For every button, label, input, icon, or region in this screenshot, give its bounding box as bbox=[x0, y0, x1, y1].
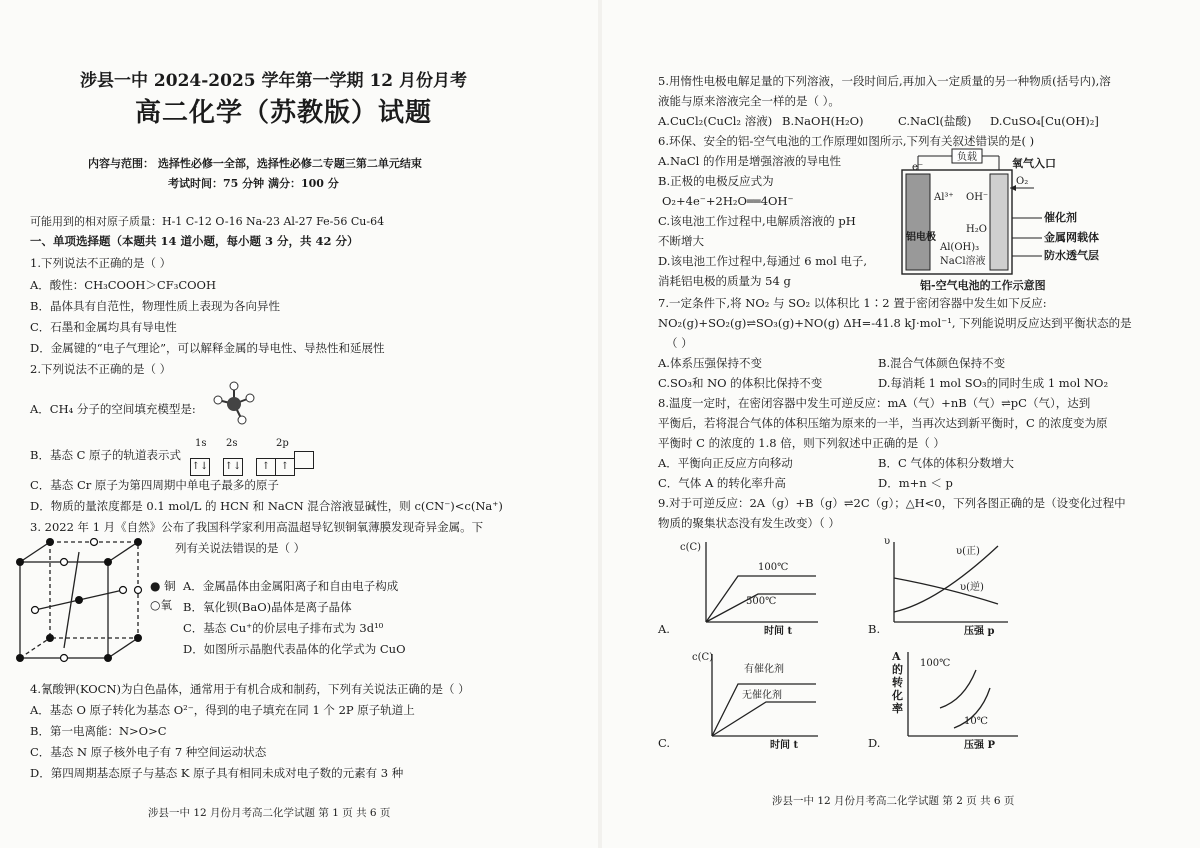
battery-oh-ion: OH⁻ bbox=[966, 192, 989, 203]
q7-option-d: D.每消耗 1 mol SO₃的同时生成 1 mol NO₂ bbox=[878, 376, 1109, 390]
q3-option-d: D．如图所示晶胞代表晶体的化学式为 CuO bbox=[183, 642, 406, 656]
graph-a-legend-500: 500℃ bbox=[746, 596, 777, 607]
q9-stem-line2: 物质的聚集状态没有发生改变）（ ） bbox=[658, 516, 840, 530]
graph-b-legend-forward: υ(正) bbox=[956, 546, 980, 557]
q7-stem-line2: NO₂(g)+SO₂(g)⇌SO₃(g)+NO(g) ΔH=-41.8 kJ·mol⁻¹, 下列能说明反应达到平衡状态的是 bbox=[658, 316, 1132, 330]
graph-a-xlabel: 时间 t bbox=[764, 626, 793, 637]
q7-option-b: B.混合气体颜色保持不变 bbox=[878, 356, 1006, 370]
q1-stem: 1.下列说法不正确的是（ ） bbox=[30, 256, 172, 270]
q2-stem: 2.下列说法不正确的是（ ） bbox=[30, 362, 172, 376]
battery-nacl: NaCl溶液 bbox=[940, 256, 986, 267]
battery-water: H₂O bbox=[966, 224, 987, 235]
graph-b-option: B. bbox=[868, 622, 881, 636]
graph-b-ylabel: υ bbox=[884, 536, 891, 547]
q5-option-d: D.CuSO₄[Cu(OH)₂] bbox=[990, 114, 1099, 128]
q7-stem-line3: （ ） bbox=[666, 336, 693, 350]
graph-c-option: C. bbox=[658, 736, 671, 750]
atomic-masses: 可能用到的相对原子质量：H-1 C-12 O-16 Na-23 Al-27 Fe-56 Cu-64 bbox=[30, 215, 385, 228]
graph-b-legend-reverse: υ(逆) bbox=[960, 582, 984, 593]
graph-d-xlabel: 压强 P bbox=[964, 740, 996, 751]
q5-stem-line2: 液能与原来溶液完全一样的是（ ）。 bbox=[658, 94, 840, 108]
battery-electron: e⁻ bbox=[912, 162, 924, 173]
graph-d-ylabel: A的转化率 bbox=[892, 650, 903, 715]
exam-page-2 bbox=[602, 0, 1200, 848]
graph-b-curve-forward bbox=[894, 546, 998, 612]
q5-option-c: C.NaCl(盐酸) bbox=[898, 114, 972, 128]
graph-a bbox=[658, 536, 826, 644]
q2-option-a: A．CH₄ 分子的空间填充模型是: bbox=[30, 402, 196, 416]
graph-c-xlabel: 时间 t bbox=[770, 740, 799, 751]
q4-option-d: D．第四周期基态原子与基态 K 原子具有相同未成对电子数的元素有 3 种 bbox=[30, 766, 404, 780]
q3-stem-line1: 3. 2022 年 1 月《自然》公布了我国科学家利用高温超导钇钡铜氧薄膜发现奇异金属。下 bbox=[30, 520, 484, 534]
q5-stem-line1: 5.用惰性电极电解足量的下列溶液，一段时间后,再加入一定质量的另一种物质(括号内),溶 bbox=[658, 74, 1111, 88]
q7-option-a: A.体系压强保持不变 bbox=[658, 356, 762, 370]
page-footer-2: 涉县一中 12 月份月考高二化学试题 第 2 页 共 6 页 bbox=[772, 795, 1015, 807]
battery-figure bbox=[892, 148, 1099, 294]
legend-copper-label: 铜 bbox=[164, 579, 176, 593]
q8-option-b: B．C 气体的体积分数增大 bbox=[878, 456, 1014, 470]
q4-option-c: C．基态 N 原子核外电子有 7 种空间运动状态 bbox=[30, 745, 267, 759]
graph-d bbox=[868, 648, 1028, 758]
q1-option-a: A．酸性：CH₃COOH＞CF₃COOH bbox=[30, 278, 216, 292]
page-footer-1: 涉县一中 12 月份月考高二化学试题 第 1 页 共 6 页 bbox=[148, 807, 391, 819]
exam-page-1 bbox=[0, 0, 598, 848]
orbital-label-1s: 1s bbox=[195, 438, 207, 449]
graph-c-plot bbox=[658, 648, 826, 758]
q2-option-d: D．物质的量浓度都是 0.1 mol/L 的 HCN 和 NaCN 混合溶液显碱性，则 c(CN⁻)<c(Na⁺) bbox=[30, 499, 503, 513]
battery-mesh: 金属网载体 bbox=[1044, 231, 1099, 244]
q4-option-b: B．第一电离能：N>O>C bbox=[30, 724, 167, 738]
graph-d-legend-10: 10℃ bbox=[964, 716, 988, 727]
q6-stem: 6.环保、安全的铝-空气电池的工作原理如图所示,下列有关叙述错误的是( ) bbox=[658, 134, 1035, 148]
q3-option-a: A．金属晶体由金属阳离子和自由电子构成 bbox=[183, 579, 399, 593]
battery-caption: 铝-空气电池的工作示意图 bbox=[920, 279, 1046, 292]
q5-option-b: B.NaOH(H₂O) bbox=[782, 114, 864, 128]
q8-stem-line2: 平衡后，若将混合气体的体积压缩为原来的一半，当再次达到新平衡时，C 的浓度变为原 bbox=[658, 416, 1108, 430]
q4-stem: 4.氰酸钾(KOCN)为白色晶体，通常用于有机合成和制药，下列有关说法正确的是（ ） bbox=[30, 682, 470, 696]
graph-c bbox=[658, 648, 826, 758]
q8-option-d: D．m+n ＜ p bbox=[878, 476, 953, 490]
q4-option-a: A．基态 O 原子转化为基态 O²⁻，得到的电子填充在同 1 个 2P 原子轨道上 bbox=[30, 703, 415, 717]
q6-equation: O₂+4e⁻+2H₂O══4OH⁻ bbox=[662, 194, 794, 208]
q8-stem-line1: 8.温度一定时，在密闭容器中发生可逆反应：mA（气）+nB（气）⇌pC（气），达到 bbox=[658, 396, 1091, 410]
graph-c-curve-no-catalyst bbox=[712, 702, 816, 736]
battery-al-ion: Al³⁺ bbox=[934, 192, 954, 203]
graph-b-plot bbox=[868, 536, 1018, 644]
orbital-box-2s: ↑↓ bbox=[223, 458, 243, 476]
orbital-box-1s: ↑↓ bbox=[190, 458, 210, 476]
orbital-diagram bbox=[190, 451, 313, 476]
graph-d-curve-100 bbox=[940, 670, 976, 708]
orbital-box-2p-3 bbox=[294, 451, 314, 469]
q1-option-b: B．晶体具有自范性，物理性质上表现为各向异性 bbox=[30, 299, 280, 313]
q7-stem-line1: 7.一定条件下,将 NO₂ 与 SO₂ 以体积比 1∶2 置于密闭容器中发生如下反应: bbox=[658, 296, 1047, 310]
legend-copper: ● 铜 bbox=[150, 579, 176, 593]
q3-option-c: C．基态 Cu⁺的价层电子排布式为 3d¹⁰ bbox=[183, 621, 384, 635]
graph-b bbox=[868, 536, 1018, 644]
battery-al-electrode: 铝电极 bbox=[906, 232, 936, 243]
graph-d-legend-100: 100℃ bbox=[920, 658, 951, 669]
q7-option-c: C.SO₃和 NO 的体积比保持不变 bbox=[658, 376, 823, 390]
q1-option-c: C．石墨和金属均具有导电性 bbox=[30, 320, 177, 334]
graph-c-ylabel: c(C) bbox=[692, 652, 714, 663]
graph-a-ylabel: c(C) bbox=[680, 542, 702, 553]
q2-option-c: C．基态 Cr 原子为第四周期中单电子最多的原子 bbox=[30, 478, 279, 492]
legend-oxygen-label: 氧 bbox=[160, 598, 172, 612]
q6-option-d-line2: 消耗铝电极的质量为 54 g bbox=[658, 274, 791, 288]
graph-c-legend-catalyst: 有催化剂 bbox=[744, 664, 784, 675]
orbital-label-2s: 2s bbox=[226, 438, 238, 449]
exam-subtitle: 高二化学（苏教版）试题 bbox=[135, 98, 433, 128]
battery-catalyst: 催化剂 bbox=[1044, 211, 1077, 224]
graph-a-option: A. bbox=[658, 622, 670, 636]
section-heading: 一、单项选择题（本题共 14 道小题，每小题 3 分，共 42 分） bbox=[30, 234, 359, 248]
legend-oxygen: ○氧 bbox=[150, 598, 172, 612]
q6-option-c-line1: C.该电池工作过程中,电解质溶液的 pH bbox=[658, 214, 856, 228]
orbital-label-2p: 2p bbox=[276, 438, 289, 449]
q6-option-a: A.NaCl 的作用是增强溶液的导电性 bbox=[658, 154, 842, 168]
q3-stem-line2: 列有关说法错误的是（ ） bbox=[175, 541, 306, 555]
battery-aloh3: Al(OH)₃ bbox=[940, 242, 980, 253]
battery-layer: 防水透气层 bbox=[1044, 249, 1099, 262]
exam-title: 涉县一中 2024-2025 学年第一学期 12 月份月考 bbox=[80, 71, 468, 91]
crystal-cell-figure bbox=[16, 538, 150, 666]
q8-option-c: C．气体 A 的转化率升高 bbox=[658, 476, 786, 490]
orbital-box-2p-2: ↑ bbox=[275, 458, 295, 476]
graph-d-option: D. bbox=[868, 736, 881, 750]
q6-option-c-line2: 不断增大 bbox=[658, 234, 704, 248]
q9-stem-line1: 9.对于可逆反应：2A（g）+B（g）⇌2C（g）；△H<0，下列各图正确的是（设变化过程中 bbox=[658, 496, 1126, 510]
q5-option-a: A.CuCl₂(CuCl₂ 溶液) bbox=[658, 114, 773, 128]
q6-option-b: B.正极的电极反应式为 bbox=[658, 174, 774, 188]
q6-option-d-line1: D.该电池工作过程中,每通过 6 mol 电子, bbox=[658, 254, 868, 268]
q1-option-d: D．金属键的“电子气理论”，可以解释金属的导电性、导热性和延展性 bbox=[30, 341, 385, 355]
battery-o2: O₂ bbox=[1016, 176, 1029, 187]
graph-c-legend-no-catalyst: 无催化剂 bbox=[742, 690, 782, 701]
exam-time-score: 考试时间：75 分钟 满分：100 分 bbox=[168, 177, 339, 190]
battery-air-inlet: 氧气入口 bbox=[1012, 157, 1056, 170]
exam-scope: 内容与范围： 选择性必修一全部，选择性必修二专题三第二单元结束 bbox=[88, 157, 422, 170]
graph-b-xlabel: 压强 p bbox=[964, 626, 995, 637]
q3-option-b: B．氧化钡(BaO)晶体是离子晶体 bbox=[183, 600, 352, 614]
ch4-model-figure bbox=[208, 378, 264, 428]
battery-load: 负载 bbox=[957, 152, 977, 163]
graph-a-legend-100: 100℃ bbox=[758, 562, 789, 573]
q8-stem-line3: 平衡时 C 的浓度的 1.8 倍，则下列叙述中正确的是（ ） bbox=[658, 436, 945, 450]
q2-option-b: B．基态 C 原子的轨道表示式 bbox=[30, 448, 182, 462]
q8-option-a: A．平衡向正反应方向移动 bbox=[658, 456, 793, 470]
orbital-box-2p-1: ↑ bbox=[256, 458, 276, 476]
